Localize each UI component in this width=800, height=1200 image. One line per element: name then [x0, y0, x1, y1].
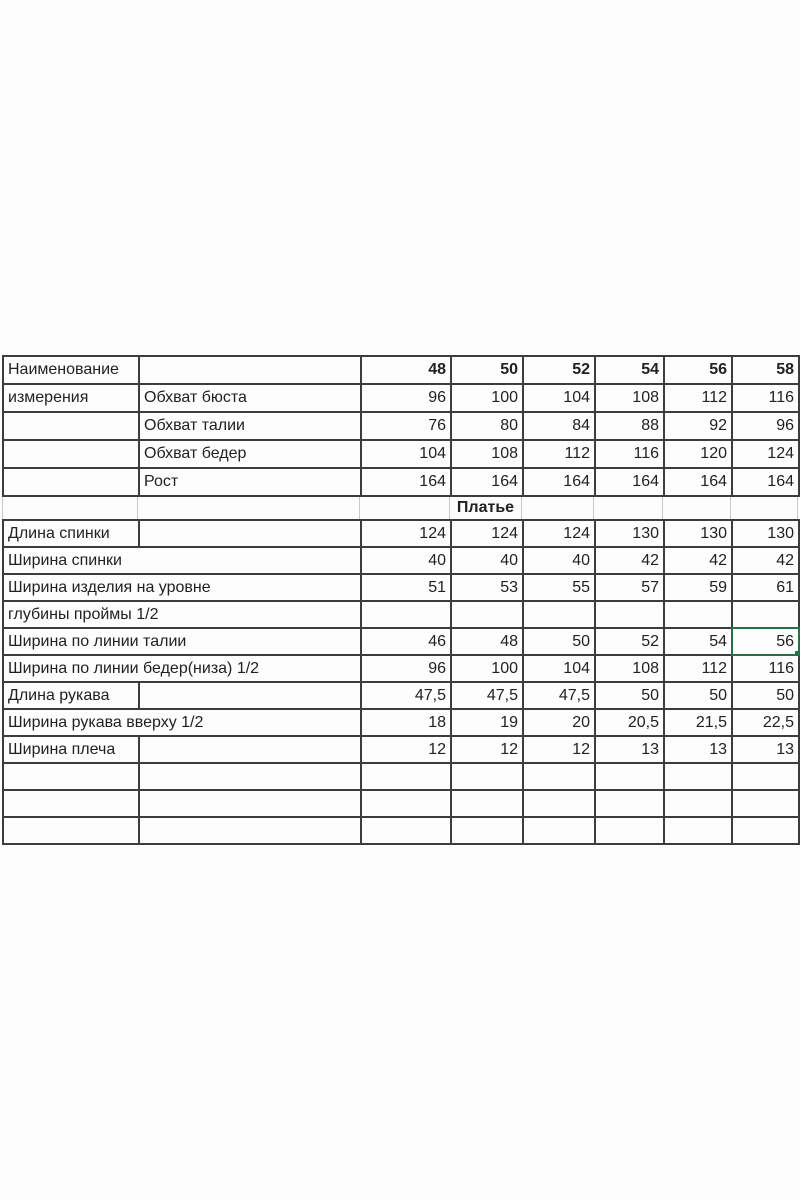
value-cell[interactable]: 48 — [451, 628, 523, 655]
label-a-cell[interactable] — [3, 468, 139, 496]
label-b-cell[interactable] — [139, 736, 361, 763]
value-cell[interactable]: 59 — [664, 574, 732, 601]
section-grid-cell[interactable] — [594, 497, 663, 519]
garment-measurements-table — [2, 519, 800, 845]
value-cell[interactable] — [523, 601, 595, 628]
value-cell[interactable]: 96 — [361, 655, 451, 682]
size-header-cell[interactable]: 48 — [361, 356, 451, 384]
value-cell[interactable] — [664, 790, 732, 817]
size-header-cell[interactable]: 50 — [451, 356, 523, 384]
value-cell[interactable] — [732, 601, 799, 628]
value-cell[interactable]: 164 — [523, 468, 595, 496]
value-cell[interactable]: 116 — [732, 655, 799, 682]
section-title-cell[interactable] — [450, 497, 522, 519]
table-row — [3, 682, 799, 709]
row-label-cell[interactable]: Ширина спинки — [3, 547, 361, 574]
value-cell[interactable]: 18 — [361, 709, 451, 736]
value-cell[interactable]: 164 — [595, 468, 664, 496]
value-cell[interactable]: 116 — [595, 440, 664, 468]
value-cell[interactable]: 20 — [523, 709, 595, 736]
value-cell[interactable]: 130 — [595, 520, 664, 547]
value-cell[interactable] — [664, 817, 732, 844]
value-cell[interactable] — [664, 763, 732, 790]
label-b-cell[interactable]: Обхват талии — [139, 412, 361, 440]
table-row — [3, 356, 799, 384]
value-cell[interactable] — [523, 763, 595, 790]
value-cell[interactable] — [732, 790, 799, 817]
value-cell[interactable] — [595, 601, 664, 628]
value-cell[interactable]: 42 — [732, 547, 799, 574]
label-b-cell[interactable]: Обхват бедер — [139, 440, 361, 468]
value-cell[interactable]: 22,5 — [732, 709, 799, 736]
value-cell[interactable]: 80 — [451, 412, 523, 440]
size-chart-sheet — [2, 355, 798, 845]
value-cell[interactable]: 50 — [523, 628, 595, 655]
value-cell[interactable]: 13 — [664, 736, 732, 763]
value-cell[interactable] — [361, 763, 451, 790]
value-cell[interactable] — [361, 601, 451, 628]
value-cell[interactable]: 108 — [451, 440, 523, 468]
table-row — [3, 817, 799, 844]
label-b-cell[interactable]: Обхват бюста — [139, 384, 361, 412]
label-a-cell[interactable] — [3, 763, 139, 790]
table-row — [3, 628, 799, 655]
value-cell[interactable]: 50 — [664, 682, 732, 709]
label-b-cell[interactable]: Рост — [139, 468, 361, 496]
size-header-cell[interactable]: 54 — [595, 356, 664, 384]
table-row — [3, 763, 799, 790]
value-cell[interactable]: 47,5 — [523, 682, 595, 709]
label-a-cell[interactable] — [3, 790, 139, 817]
value-cell[interactable]: 164 — [664, 468, 732, 496]
value-cell[interactable]: 40 — [361, 547, 451, 574]
value-cell[interactable] — [523, 790, 595, 817]
value-cell[interactable]: 21,5 — [664, 709, 732, 736]
value-cell[interactable] — [451, 817, 523, 844]
size-header-cell[interactable]: 52 — [523, 356, 595, 384]
table-row — [3, 547, 799, 574]
label-a-cell[interactable]: измерения — [3, 384, 139, 412]
value-cell[interactable]: 20,5 — [595, 709, 664, 736]
label-b-cell[interactable] — [139, 520, 361, 547]
value-cell[interactable]: 57 — [595, 574, 664, 601]
selected-cell[interactable]: 56 — [732, 628, 799, 655]
value-cell[interactable] — [451, 763, 523, 790]
value-cell[interactable]: 47,5 — [361, 682, 451, 709]
value-cell[interactable] — [595, 790, 664, 817]
value-cell[interactable]: 120 — [664, 440, 732, 468]
value-cell[interactable]: 116 — [732, 384, 799, 412]
label-b-cell[interactable] — [139, 763, 361, 790]
value-cell[interactable]: 164 — [451, 468, 523, 496]
label-a-cell[interactable] — [3, 412, 139, 440]
value-cell[interactable]: 92 — [664, 412, 732, 440]
label-b-cell[interactable] — [139, 356, 361, 384]
table-row — [3, 384, 799, 412]
value-cell[interactable] — [451, 790, 523, 817]
value-cell[interactable]: 96 — [732, 412, 799, 440]
value-cell[interactable]: 164 — [732, 468, 799, 496]
label-b-cell[interactable] — [139, 790, 361, 817]
value-cell[interactable] — [523, 817, 595, 844]
value-cell[interactable]: 104 — [523, 384, 595, 412]
value-cell[interactable]: 13 — [595, 736, 664, 763]
value-cell[interactable]: 104 — [361, 440, 451, 468]
table-row — [3, 574, 799, 601]
label-b-cell[interactable] — [139, 682, 361, 709]
row-label-cell[interactable]: Ширина по линии бедер(низа) 1/2 — [3, 655, 361, 682]
value-cell[interactable]: 108 — [595, 384, 664, 412]
value-cell[interactable]: 104 — [523, 655, 595, 682]
section-grid-cell[interactable] — [522, 497, 594, 519]
table-row — [3, 440, 799, 468]
value-cell[interactable]: 46 — [361, 628, 451, 655]
value-cell[interactable]: 76 — [361, 412, 451, 440]
value-cell[interactable]: 100 — [451, 655, 523, 682]
value-cell[interactable]: 124 — [361, 520, 451, 547]
table-row — [3, 520, 799, 547]
value-cell[interactable]: 40 — [451, 547, 523, 574]
table-row — [3, 412, 799, 440]
value-cell[interactable]: 42 — [595, 547, 664, 574]
value-cell[interactable]: 112 — [523, 440, 595, 468]
section-row-dress — [2, 497, 798, 519]
value-cell[interactable]: 124 — [732, 440, 799, 468]
value-cell[interactable]: 12 — [361, 736, 451, 763]
value-cell[interactable]: 112 — [664, 384, 732, 412]
label-a-cell[interactable]: Длина спинки — [3, 520, 139, 547]
table-row — [3, 736, 799, 763]
section-grid-cell[interactable] — [731, 497, 798, 519]
table-row — [3, 468, 799, 496]
value-cell[interactable]: 84 — [523, 412, 595, 440]
value-cell[interactable]: 40 — [523, 547, 595, 574]
table-row — [3, 655, 799, 682]
value-cell[interactable]: 53 — [451, 574, 523, 601]
row-label-cell[interactable]: глубины проймы 1/2 — [3, 601, 361, 628]
section-title: Платье — [456, 499, 515, 516]
value-cell[interactable]: 12 — [523, 736, 595, 763]
section-grid-cell[interactable] — [360, 497, 450, 519]
value-cell[interactable]: 96 — [361, 384, 451, 412]
value-cell[interactable] — [451, 601, 523, 628]
value-cell[interactable] — [732, 817, 799, 844]
size-header-cell[interactable]: 56 — [664, 356, 732, 384]
value-cell[interactable]: 55 — [523, 574, 595, 601]
table-row — [3, 709, 799, 736]
value-cell[interactable]: 112 — [664, 655, 732, 682]
section-grid-cell[interactable] — [663, 497, 731, 519]
value-cell[interactable] — [732, 763, 799, 790]
value-cell[interactable] — [361, 817, 451, 844]
label-a-cell[interactable]: Длина рукава — [3, 682, 139, 709]
value-cell[interactable]: 54 — [664, 628, 732, 655]
value-cell[interactable]: 13 — [732, 736, 799, 763]
value-cell[interactable]: 100 — [451, 384, 523, 412]
value-cell[interactable] — [595, 763, 664, 790]
value-cell[interactable]: 42 — [664, 547, 732, 574]
value-cell[interactable]: 19 — [451, 709, 523, 736]
value-cell[interactable]: 108 — [595, 655, 664, 682]
value-cell[interactable]: 164 — [361, 468, 451, 496]
value-cell[interactable]: 130 — [732, 520, 799, 547]
section-grid-cell[interactable] — [138, 497, 360, 519]
label-b-cell[interactable] — [139, 817, 361, 844]
value-cell[interactable]: 124 — [451, 520, 523, 547]
value-cell[interactable]: 61 — [732, 574, 799, 601]
size-header-cell[interactable]: 58 — [732, 356, 799, 384]
value-cell[interactable] — [595, 817, 664, 844]
row-label-cell[interactable]: Ширина по линии талии — [3, 628, 361, 655]
value-cell[interactable]: 88 — [595, 412, 664, 440]
value-cell[interactable] — [361, 790, 451, 817]
row-label-cell[interactable]: Ширина изделия на уровне — [3, 574, 361, 601]
value-cell[interactable]: 52 — [595, 628, 664, 655]
value-cell[interactable] — [664, 601, 732, 628]
label-a-cell[interactable]: Наименование — [3, 356, 139, 384]
value-cell[interactable]: 47,5 — [451, 682, 523, 709]
value-cell[interactable]: 51 — [361, 574, 451, 601]
label-a-cell[interactable] — [3, 440, 139, 468]
row-label-cell[interactable]: Ширина рукава вверху 1/2 — [3, 709, 361, 736]
section-grid-cell[interactable] — [2, 497, 138, 519]
value-cell[interactable]: 124 — [523, 520, 595, 547]
body-measurements-table — [2, 355, 800, 497]
label-a-cell[interactable]: Ширина плеча — [3, 736, 139, 763]
label-a-cell[interactable] — [3, 817, 139, 844]
value-cell[interactable]: 12 — [451, 736, 523, 763]
table-row — [3, 601, 799, 628]
value-cell[interactable]: 130 — [664, 520, 732, 547]
value-cell[interactable]: 50 — [595, 682, 664, 709]
value-cell[interactable]: 50 — [732, 682, 799, 709]
table-row — [3, 790, 799, 817]
